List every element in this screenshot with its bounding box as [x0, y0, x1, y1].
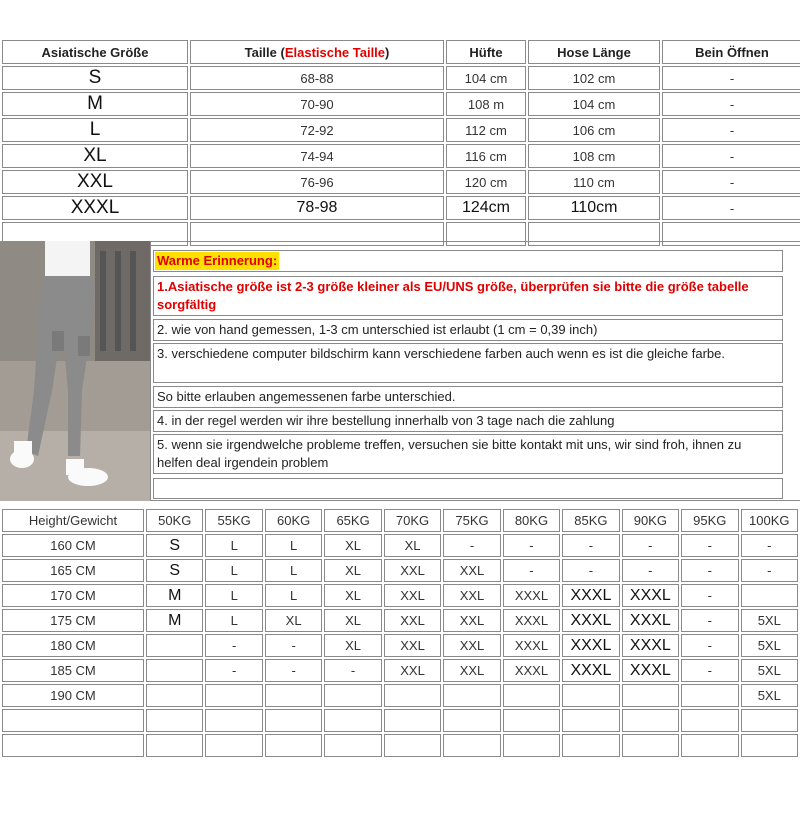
- recommended-size-cell: [205, 734, 262, 757]
- recommended-size-cell: L: [265, 534, 322, 557]
- header-hip: Hüfte: [446, 40, 526, 64]
- recommended-size-cell: -: [503, 559, 560, 582]
- header-weight-col: 70KG: [384, 509, 441, 532]
- recommended-size-cell: XXL: [443, 634, 500, 657]
- reminder-note-2: 2. wie von hand gemessen, 1-3 cm unterschied ist erlaubt (1 cm = 0,39 inch): [153, 319, 783, 341]
- height-weight-row: [2, 609, 798, 632]
- recommended-size-cell: -: [681, 609, 738, 632]
- size-label-cell: L: [2, 118, 188, 142]
- recommended-size-cell: XXL: [384, 559, 441, 582]
- recommended-size-cell: XXXL: [622, 659, 679, 682]
- recommended-size-cell: [622, 684, 679, 707]
- recommended-size-cell: [265, 709, 322, 732]
- size-value-cell: 68-88: [190, 66, 444, 90]
- size-value-cell: 108 cm: [528, 144, 660, 168]
- size-row: [2, 144, 800, 168]
- recommended-size-cell: XXXL: [503, 659, 560, 682]
- height-label-cell: 185 CM: [2, 659, 144, 682]
- recommended-size-cell: -: [681, 534, 738, 557]
- recommended-size-cell: [622, 709, 679, 732]
- recommended-size-cell: [681, 734, 738, 757]
- recommended-size-cell: XL: [324, 609, 381, 632]
- recommended-size-cell: XXXL: [622, 609, 679, 632]
- size-value-cell: 78-98: [190, 196, 444, 220]
- recommended-size-cell: XXXL: [503, 584, 560, 607]
- height-weight-row: [2, 634, 798, 657]
- reminder-section: [0, 241, 800, 501]
- size-value-cell: 74-94: [190, 144, 444, 168]
- reminder-note-3b: So bitte erlauben angemessenen farbe unterschied.: [153, 386, 783, 408]
- size-value-cell: 72-92: [190, 118, 444, 142]
- recommended-size-cell: 5XL: [741, 684, 798, 707]
- recommended-size-cell: [562, 734, 619, 757]
- height-weight-row: [2, 709, 798, 732]
- recommended-size-cell: [384, 709, 441, 732]
- recommended-size-cell: [265, 734, 322, 757]
- height-label-cell: 190 CM: [2, 684, 144, 707]
- height-weight-row: [2, 734, 798, 757]
- recommended-size-cell: [443, 709, 500, 732]
- height-weight-row: [2, 534, 798, 557]
- size-value-cell: 104 cm: [528, 92, 660, 116]
- recommended-size-cell: -: [681, 559, 738, 582]
- size-value-cell: 102 cm: [528, 66, 660, 90]
- recommended-size-cell: [562, 709, 619, 732]
- recommended-size-cell: [681, 684, 738, 707]
- height-weight-header-row: [2, 509, 798, 532]
- recommended-size-cell: XXXL: [562, 609, 619, 632]
- recommended-size-cell: XL: [324, 534, 381, 557]
- recommended-size-cell: [741, 734, 798, 757]
- header-weight-col: 90KG: [622, 509, 679, 532]
- size-label-cell: M: [2, 92, 188, 116]
- size-value-cell: -: [662, 66, 800, 90]
- recommended-size-cell: [205, 684, 262, 707]
- size-row: [2, 118, 800, 142]
- reminder-empty-row: [153, 478, 783, 499]
- header-weight-col: 85KG: [562, 509, 619, 532]
- recommended-size-cell: [741, 584, 798, 607]
- header-weight-col: 95KG: [681, 509, 738, 532]
- height-weight-table: [0, 507, 800, 759]
- recommended-size-cell: L: [205, 559, 262, 582]
- recommended-size-cell: -: [681, 634, 738, 657]
- recommended-size-cell: XXL: [384, 584, 441, 607]
- recommended-size-cell: L: [265, 559, 322, 582]
- recommended-size-cell: -: [503, 534, 560, 557]
- size-value-cell: 70-90: [190, 92, 444, 116]
- reminder-note-1: 1.Asiatische größe ist 2-3 größe kleiner als EU/UNS größe, überprüfen sie bitte die größe tabelle sorgfältig: [153, 276, 783, 316]
- size-row: [2, 66, 800, 90]
- recommended-size-cell: -: [622, 534, 679, 557]
- header-weight-col: 75KG: [443, 509, 500, 532]
- recommended-size-cell: [146, 709, 203, 732]
- recommended-size-cell: XL: [265, 609, 322, 632]
- recommended-size-cell: -: [562, 534, 619, 557]
- recommended-size-cell: [681, 709, 738, 732]
- recommended-size-cell: [324, 734, 381, 757]
- size-chart-table: [0, 38, 800, 248]
- recommended-size-cell: XXL: [443, 659, 500, 682]
- size-value-cell: 106 cm: [528, 118, 660, 142]
- size-value-cell: 76-96: [190, 170, 444, 194]
- header-pant-length: Hose Länge: [528, 40, 660, 64]
- product-photo: [0, 241, 150, 501]
- recommended-size-cell: [324, 709, 381, 732]
- header-waist-close: ): [385, 44, 390, 60]
- header-waist: [190, 40, 444, 64]
- recommended-size-cell: [146, 634, 203, 657]
- recommended-size-cell: -: [562, 559, 619, 582]
- recommended-size-cell: [324, 684, 381, 707]
- recommended-size-cell: M: [146, 609, 203, 632]
- header-weight-col: 80KG: [503, 509, 560, 532]
- recommended-size-cell: XL: [324, 584, 381, 607]
- recommended-size-cell: -: [265, 659, 322, 682]
- recommended-size-cell: S: [146, 534, 203, 557]
- header-weight-col: 100KG: [741, 509, 798, 532]
- recommended-size-cell: XXXL: [622, 634, 679, 657]
- recommended-size-cell: XL: [324, 634, 381, 657]
- recommended-size-cell: XXL: [443, 584, 500, 607]
- header-weight-col: 65KG: [324, 509, 381, 532]
- recommended-size-cell: [443, 734, 500, 757]
- height-label-cell: 175 CM: [2, 609, 144, 632]
- size-value-cell: 108 m: [446, 92, 526, 116]
- size-value-cell: 110cm: [528, 196, 660, 220]
- recommended-size-cell: [384, 734, 441, 757]
- recommended-size-cell: XXXL: [562, 659, 619, 682]
- recommended-size-cell: XXXL: [562, 584, 619, 607]
- reminder-note-4: 4. in der regel werden wir ihre bestellung innerhalb von 3 tage nach die zahlung: [153, 410, 783, 432]
- recommended-size-cell: -: [681, 584, 738, 607]
- recommended-size-cell: [205, 709, 262, 732]
- height-weight-row: [2, 559, 798, 582]
- height-label-cell: 180 CM: [2, 634, 144, 657]
- size-label-cell: XL: [2, 144, 188, 168]
- recommended-size-cell: XL: [324, 559, 381, 582]
- header-height-weight: Height/Gewicht: [2, 509, 144, 532]
- recommended-size-cell: [146, 684, 203, 707]
- recommended-size-cell: [503, 734, 560, 757]
- recommended-size-cell: L: [265, 584, 322, 607]
- recommended-size-cell: XXL: [384, 634, 441, 657]
- size-label-cell: XXXL: [2, 196, 188, 220]
- recommended-size-cell: XXXL: [503, 634, 560, 657]
- height-label-cell: [2, 709, 144, 732]
- recommended-size-cell: -: [741, 534, 798, 557]
- recommended-size-cell: -: [741, 559, 798, 582]
- recommended-size-cell: L: [205, 534, 262, 557]
- recommended-size-cell: XL: [384, 534, 441, 557]
- recommended-size-cell: S: [146, 559, 203, 582]
- header-waist-elastic: Elastische Taille: [284, 44, 386, 60]
- header-asian-size: Asiatische Größe: [2, 40, 188, 64]
- recommended-size-cell: [503, 684, 560, 707]
- recommended-size-cell: L: [205, 584, 262, 607]
- recommended-size-cell: XXXL: [503, 609, 560, 632]
- recommended-size-cell: -: [324, 659, 381, 682]
- size-row: [2, 196, 800, 220]
- recommended-size-cell: [384, 684, 441, 707]
- recommended-size-cell: -: [681, 659, 738, 682]
- recommended-size-cell: [265, 684, 322, 707]
- size-value-cell: -: [662, 92, 800, 116]
- recommended-size-cell: [443, 684, 500, 707]
- header-leg-opening: Bein Öffnen: [662, 40, 800, 64]
- size-label-cell: XXL: [2, 170, 188, 194]
- height-label-cell: [2, 734, 144, 757]
- height-label-cell: 170 CM: [2, 584, 144, 607]
- recommended-size-cell: 5XL: [741, 659, 798, 682]
- size-row: [2, 92, 800, 116]
- header-weight-col: 55KG: [205, 509, 262, 532]
- header-weight-col: 50KG: [146, 509, 203, 532]
- size-value-cell: -: [662, 118, 800, 142]
- recommended-size-cell: -: [443, 534, 500, 557]
- size-value-cell: -: [662, 170, 800, 194]
- recommended-size-cell: -: [205, 659, 262, 682]
- height-weight-row: [2, 684, 798, 707]
- reminder-notes: [150, 241, 800, 501]
- size-value-cell: 112 cm: [446, 118, 526, 142]
- recommended-size-cell: -: [205, 634, 262, 657]
- recommended-size-cell: [503, 709, 560, 732]
- size-value-cell: 110 cm: [528, 170, 660, 194]
- reminder-title: Warme Erinnerung:: [157, 253, 278, 268]
- recommended-size-cell: 5XL: [741, 609, 798, 632]
- recommended-size-cell: 5XL: [741, 634, 798, 657]
- size-label-cell: S: [2, 66, 188, 90]
- size-value-cell: 116 cm: [446, 144, 526, 168]
- recommended-size-cell: XXXL: [562, 634, 619, 657]
- size-row: [2, 170, 800, 194]
- recommended-size-cell: [146, 659, 203, 682]
- recommended-size-cell: XXXL: [622, 584, 679, 607]
- recommended-size-cell: [622, 734, 679, 757]
- recommended-size-cell: M: [146, 584, 203, 607]
- size-value-cell: 120 cm: [446, 170, 526, 194]
- recommended-size-cell: XXL: [443, 559, 500, 582]
- recommended-size-cell: XXL: [384, 659, 441, 682]
- recommended-size-cell: -: [622, 559, 679, 582]
- reminder-note-5: 5. wenn sie irgendwelche probleme treffen, versuchen sie bitte kontakt mit uns, wir sind froh, ihnen zu helfen deal irgendein problem: [153, 434, 783, 474]
- recommended-size-cell: [146, 734, 203, 757]
- header-waist-label: Taille (: [244, 44, 285, 60]
- reminder-note-3: 3. verschiedene computer bildschirm kann verschiedene farben auch wenn es ist die gleiche farbe.: [153, 343, 783, 383]
- recommended-size-cell: [741, 709, 798, 732]
- size-chart-header-row: [2, 40, 800, 64]
- size-value-cell: 104 cm: [446, 66, 526, 90]
- header-weight-col: 60KG: [265, 509, 322, 532]
- height-label-cell: 160 CM: [2, 534, 144, 557]
- recommended-size-cell: -: [265, 634, 322, 657]
- size-value-cell: 124cm: [446, 196, 526, 220]
- recommended-size-cell: L: [205, 609, 262, 632]
- pants-model-image: [0, 241, 150, 501]
- height-weight-row: [2, 584, 798, 607]
- height-weight-row: [2, 659, 798, 682]
- size-value-cell: -: [662, 196, 800, 220]
- recommended-size-cell: XXL: [443, 609, 500, 632]
- recommended-size-cell: [562, 684, 619, 707]
- recommended-size-cell: XXL: [384, 609, 441, 632]
- height-label-cell: 165 CM: [2, 559, 144, 582]
- size-value-cell: -: [662, 144, 800, 168]
